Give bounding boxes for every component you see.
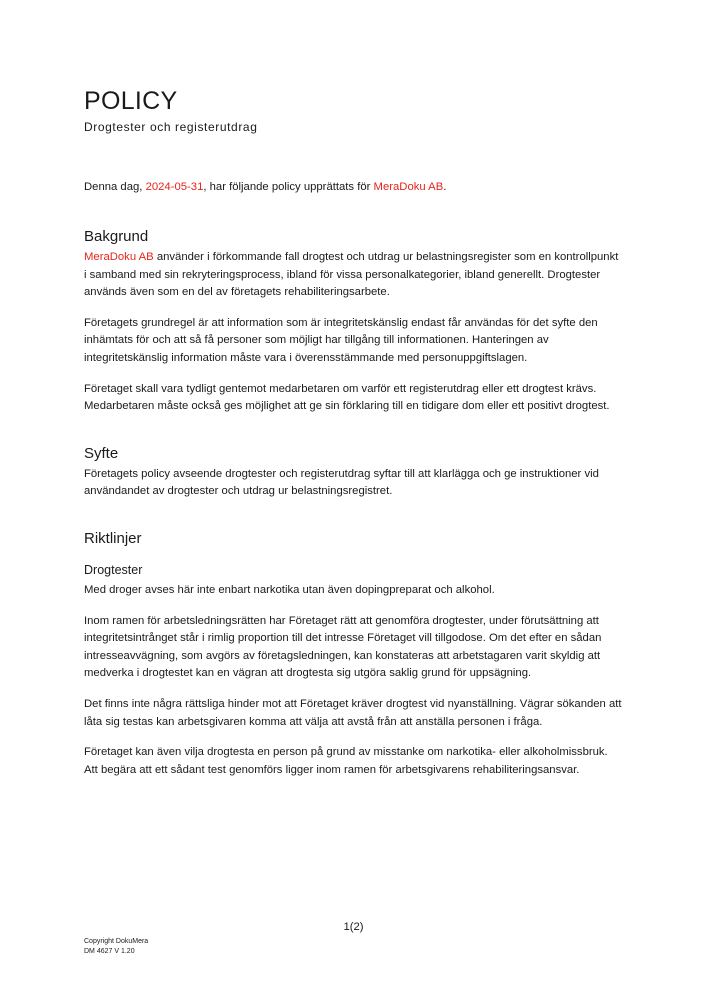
- bakgrund-paragraph-1: [84, 249, 624, 302]
- document-content: [84, 86, 624, 779]
- bakgrund-company: MeraDoku AB: [84, 251, 154, 263]
- bakgrund-paragraph-2: Företagets grundregel är att information som är integritetskänslig endast får användas för det syfte den inhämtats för och att så få personer som möjligt har tillgång till informationen. Hanteringen av integritetskänslig information måste vara i överensstämmande med personuppgiftslagen.: [84, 316, 598, 364]
- syfte-paragraph-1: Företagets policy avseende drogtester och registerutdrag syftar till att klarlägga och ge instruktioner vid användandet av drogtester och utdrag ur belastningsregistret.: [84, 467, 599, 498]
- drogtester-paragraph-1: Med droger avses här inte enbart narkotika utan även dopingpreparat och alkohol.: [84, 583, 495, 596]
- document-subtitle: Drogtester och registerutdrag: [84, 120, 258, 134]
- document-footer: [84, 937, 148, 957]
- intro-paragraph: [84, 179, 624, 196]
- footer-copyright: Copyright DokuMera: [84, 938, 149, 945]
- intro-text-end: .: [443, 181, 447, 193]
- subheading-drogtester: Drogtester: [84, 562, 143, 577]
- bakgrund-paragraph-3: Företaget skall vara tydligt gentemot medarbetaren om varför ett registerutdrag eller ett drogtest krävs. Medarbetaren måste också ges möjlighet att ge sin förklaring till en tidigare dom eller ett positivt drogtest.: [84, 382, 610, 413]
- bakgrund-paragraph-1-text: använder i förkommande fall drogtest och utdrag ur belastningsregister som en kontrollpunkt i samband med sin rekryteringsprocess, ibland för vissa personalkategorier, ibland generellt. Drogtester används även som en del av företagets rehabiliteringsarbete.: [84, 251, 619, 299]
- drogtester-paragraph-3: Det finns inte några rättsliga hinder mot att Företaget kräver drogtest vid nyanställning. Vägrar sökanden att låta sig testas kan arbetsgivaren komma att välja att avstå från att anställa personen i fråga.: [84, 697, 622, 728]
- footer-version: DM 4627 V 1.20: [84, 948, 135, 955]
- intro-text-middle: , har följande policy upprättats för: [203, 181, 374, 193]
- intro-text-start: Denna dag,: [84, 181, 146, 193]
- heading-syfte: Syfte: [84, 444, 119, 462]
- document-title: POLICY: [84, 87, 178, 115]
- drogtester-paragraph-2: Inom ramen för arbetsledningsrätten har Företaget rätt att genomföra drogtester, under förutsättning att integritetsintrånget står i rimlig proportion till det intresse Företaget vill tillgodose. Om det efter en sådan intresseavvägning, som avgörs av företagsledningen, kan konstateras att arbetstagaren varit skyldig att medverka i drogtestet kan en vägran att drogtesta sig utgöra saklig grund för uppsägning.: [84, 614, 602, 680]
- drogtester-paragraph-4: Företaget kan även vilja drogtesta en person på grund av misstanke om narkotika- eller alkoholmissbruk. Att begära att ett sådant test genomförs ligger inom ramen för arbetsgivarens rehabiliteringsansvar.: [84, 746, 608, 776]
- intro-company: MeraDoku AB: [373, 181, 444, 193]
- page-number: 1(2): [343, 921, 364, 933]
- heading-riktlinjer: Riktlinjer: [84, 529, 142, 547]
- heading-bakgrund: Bakgrund: [84, 228, 149, 245]
- intro-date: 2024-05-31: [145, 181, 204, 193]
